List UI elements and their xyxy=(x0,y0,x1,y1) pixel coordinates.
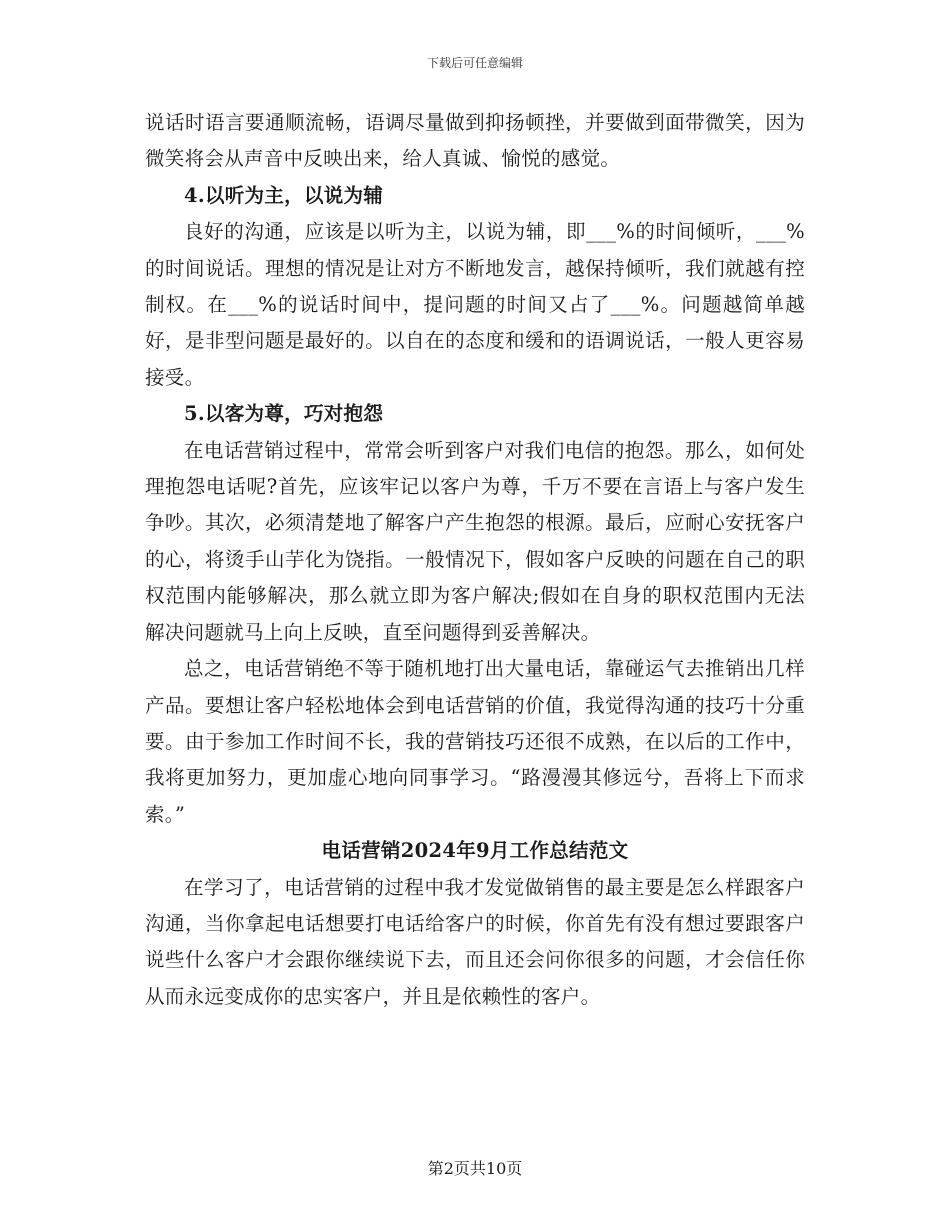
section-heading-4: 4.以听为主，以说为辅 xyxy=(184,183,384,207)
paragraph-summary: 总之，电话营销绝不等于随机地打出大量电话，靠碰运气去推销出几样产品。要想让客户轻松地体会到电话营销的价值，我觉得沟通的技巧十分重要。由于参加工作时间不长，我的营销技巧还很不成熟，在以后的工作中，我将更加努力，更加虚心地向同事学习。“路漫漫其修远兮，吾将上下而求索。” xyxy=(145,657,805,826)
document-body xyxy=(145,105,805,1015)
page-header-note: 下载后可任意编辑 xyxy=(426,56,523,70)
document-title: 电话营销2024年9月工作总结范文 xyxy=(321,839,629,863)
section-heading-5: 5.以客为尊，巧对抱怨 xyxy=(184,402,384,426)
paragraph-listening: 良好的沟通，应该是以听为主，以说为辅，即___%的时间倾听，___%的时间说话。理想的情况是让对方不断地发言，越保持倾听，我们就越有控制权。在___%的说话时间中，提问题的时间又占了___%。问题越简单越好，是非型问题是最好的。以自在的态度和缓和的语调说话，一般人更容易接受。 xyxy=(145,220,805,389)
paragraph-continued: 说话时语言要通顺流畅，语调尽量做到抑扬顿挫，并要做到面带微笑，因为微笑将会从声音中反映出来，给人真诚、愉悦的感觉。 xyxy=(145,111,805,171)
paragraph-intro: 在学习了，电话营销的过程中我才发觉做销售的最主要是怎么样跟客户沟通，当你拿起电话想要打电话给客户的时候，你首先有没有想过要跟客户说些什么客户才会跟你继续说下去，而且还会问你很多的问题，才会信任你从而永远变成你的忠实客户，并且是依赖性的客户。 xyxy=(145,875,805,1008)
page-number: 第2页共10页 xyxy=(427,1159,523,1178)
paragraph-complaints: 在电话营销过程中，常常会听到客户对我们电信的抱怨。那么，如何处理抱怨电话呢?首先，应该牢记以客户为尊，千万不要在言语上与客户发生争吵。其次，必须清楚地了解客户产生抱怨的根源。最后，应耐心安抚客户的心，将烫手山芋化为饶指。一般情况下，假如客户反映的问题在自己的职权范围内能够解决，那么就立即为客户解决;假如在自身的职权范围内无法解决问题就马上向上反映，直至问题得到妥善解决。 xyxy=(145,438,805,644)
